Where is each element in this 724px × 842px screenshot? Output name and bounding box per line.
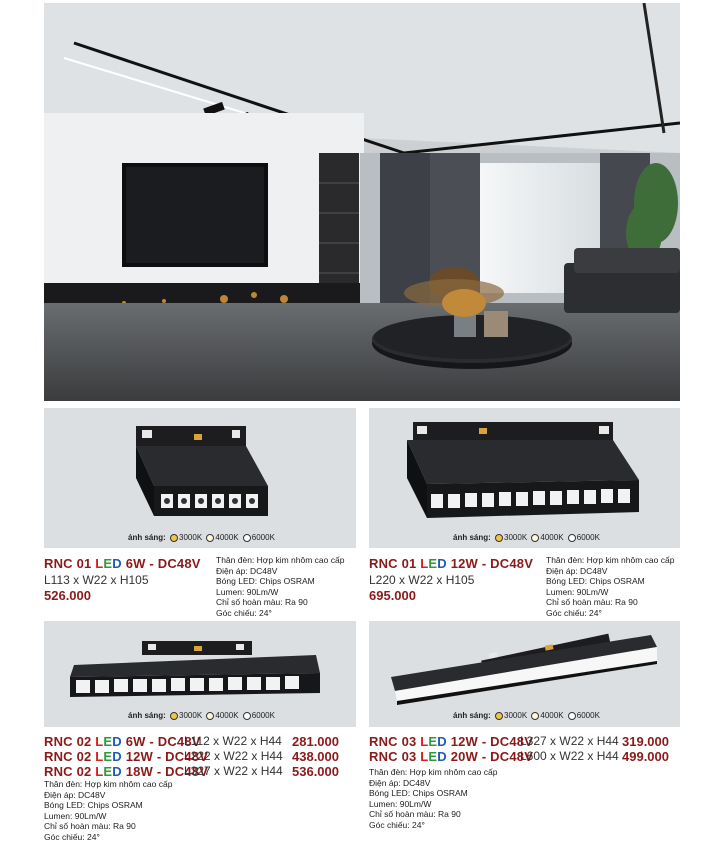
product-code: RNC 02 (44, 749, 92, 764)
product-spec: 12W - DC48V (450, 734, 534, 749)
product-dimensions: L600 x W22 x H44 (520, 749, 619, 763)
product-price: 526.000 (44, 588, 91, 603)
product-spec: 6W - DC48V (125, 556, 201, 571)
spec-voltage: Điện áp: DC48V (369, 777, 431, 788)
light-label: ánh sáng: (453, 711, 491, 720)
product-title (369, 734, 533, 749)
warm-dot-icon (495, 534, 503, 542)
led-e: E (428, 556, 438, 571)
product-spec: 20W - DC48V (450, 749, 534, 764)
spec-voltage: Điện áp: DC48V (44, 789, 106, 800)
light-label: ánh sáng: (128, 711, 166, 720)
spec-led: Bóng LED: Chips OSRAM (44, 800, 143, 810)
light-temperature-row (453, 533, 600, 542)
light-option: 4000K (540, 533, 564, 542)
spec-cri: Chỉ số hoàn màu: Ra 90 (216, 597, 308, 607)
led-d: D (437, 734, 447, 749)
led-l: L (95, 556, 104, 571)
spec-cri: Chỉ số hoàn màu: Ra 90 (546, 597, 638, 607)
light-option: 3000K (179, 711, 203, 720)
rnc01-12w-product-image (369, 408, 680, 548)
product-dimensions: L112 x W22 x H44 (184, 734, 282, 748)
neutral-dot-icon (206, 534, 214, 542)
light-option: 6000K (576, 533, 600, 542)
led-l: L (95, 764, 104, 779)
product-price: 281.000 (292, 734, 339, 749)
neutral-dot-icon (531, 534, 539, 542)
product-code: RNC 01 (369, 556, 417, 571)
led-e: E (428, 749, 438, 764)
led-e: E (103, 749, 113, 764)
product-dimensions: L220 x W22 x H105 (369, 573, 475, 587)
product-price: 695.000 (369, 588, 416, 603)
product-code: RNC 02 (44, 764, 92, 779)
product-code: RNC 03 (369, 734, 417, 749)
product-dimensions: L327 x W22 x H44 (184, 764, 283, 778)
product-panel-rnc01-6w (44, 408, 356, 548)
product-code: RNC 03 (369, 749, 417, 764)
spec-led: Bóng LED: Chips OSRAM (369, 788, 468, 798)
spec-material: Thân đèn: Hợp kim nhôm cao cấp (369, 767, 498, 777)
spec-material: Thân đèn: Hợp kim nhôm cao cấp (546, 555, 675, 565)
spec-led: Bóng LED: Chips OSRAM (216, 576, 315, 586)
led-l: L (420, 749, 429, 764)
led-d: D (112, 764, 122, 779)
product-spec: 18W - DC48V (125, 764, 209, 779)
product-title (369, 749, 533, 764)
light-option: 6000K (251, 711, 275, 720)
cool-dot-icon (568, 534, 576, 542)
light-temperature-row (128, 533, 275, 542)
spec-angle: Góc chiếu: 24° (44, 831, 100, 842)
product-price: 319.000 (622, 734, 669, 749)
led-d: D (112, 556, 122, 571)
cool-dot-icon (243, 712, 251, 720)
spec-cri: Chỉ số hoàn màu: Ra 90 (44, 821, 136, 831)
light-option: 3000K (504, 533, 528, 542)
spec-lumen: Lumen: 90Lm/W (546, 586, 609, 597)
product-price: 438.000 (292, 749, 339, 764)
spec-lumen: Lumen: 90Lm/W (369, 798, 432, 809)
led-e: E (428, 734, 438, 749)
spec-voltage: Điện áp: DC48V (546, 565, 608, 576)
hero-room-photo (44, 3, 680, 401)
led-d: D (112, 734, 122, 749)
product-dimensions: L222 x W22 x H44 (184, 749, 283, 763)
product-code: RNC 01 (44, 556, 92, 571)
product-spec: 12W - DC48V (450, 556, 534, 571)
light-option: 3000K (179, 533, 203, 542)
product-specs (546, 555, 674, 618)
product-specs (44, 779, 172, 842)
light-label: ánh sáng: (453, 533, 491, 542)
light-option: 4000K (540, 711, 564, 720)
product-dimensions: L327 x W22 x H44 (520, 734, 619, 748)
spec-lumen: Lumen: 90Lm/W (44, 810, 107, 821)
led-d: D (437, 749, 447, 764)
product-price: 536.000 (292, 764, 339, 779)
product-specs (369, 767, 497, 830)
warm-dot-icon (170, 534, 178, 542)
product-dimensions: L113 x W22 x H105 (44, 573, 149, 587)
spec-led: Bóng LED: Chips OSRAM (546, 576, 645, 586)
led-d: D (437, 556, 447, 571)
spec-material: Thân đèn: Hợp kim nhôm cao cấp (44, 779, 173, 789)
light-temperature-row (128, 711, 275, 720)
light-option: 4000K (215, 533, 239, 542)
product-panel-rnc03 (369, 621, 680, 727)
led-l: L (95, 749, 104, 764)
rnc01-6w-product-image (44, 408, 356, 548)
product-title (44, 556, 201, 571)
led-l: L (420, 734, 429, 749)
cool-dot-icon (568, 712, 576, 720)
warm-dot-icon (170, 712, 178, 720)
spec-material: Thân đèn: Hợp kim nhôm cao cấp (216, 555, 345, 565)
product-panel-rnc02 (44, 621, 356, 727)
product-spec: 12W - DC48V (125, 749, 209, 764)
spec-angle: Góc chiếu: 24° (546, 607, 602, 618)
product-price: 499.000 (622, 749, 669, 764)
product-title (369, 556, 533, 571)
product-specs (216, 555, 344, 618)
led-l: L (95, 734, 104, 749)
neutral-dot-icon (531, 712, 539, 720)
product-code: RNC 02 (44, 734, 92, 749)
led-l: L (420, 556, 429, 571)
light-temperature-row (453, 711, 600, 720)
neutral-dot-icon (206, 712, 214, 720)
light-option: 3000K (504, 711, 528, 720)
spec-voltage: Điện áp: DC48V (216, 565, 278, 576)
led-d: D (112, 749, 122, 764)
cool-dot-icon (243, 534, 251, 542)
warm-dot-icon (495, 712, 503, 720)
light-option: 6000K (576, 711, 600, 720)
led-e: E (103, 734, 113, 749)
light-option: 6000K (251, 533, 275, 542)
spec-angle: Góc chiếu: 24° (369, 819, 425, 830)
spec-angle: Góc chiếu: 24° (216, 607, 272, 618)
spec-cri: Chỉ số hoàn màu: Ra 90 (369, 809, 461, 819)
light-label: ánh sáng: (128, 533, 166, 542)
product-spec: 6W - DC48V (125, 734, 201, 749)
product-title (44, 734, 201, 749)
spec-lumen: Lumen: 90Lm/W (216, 586, 279, 597)
room-illustration (44, 3, 680, 401)
light-option: 4000K (215, 711, 239, 720)
product-panel-rnc01-12w (369, 408, 680, 548)
led-e: E (103, 556, 113, 571)
led-e: E (103, 764, 113, 779)
